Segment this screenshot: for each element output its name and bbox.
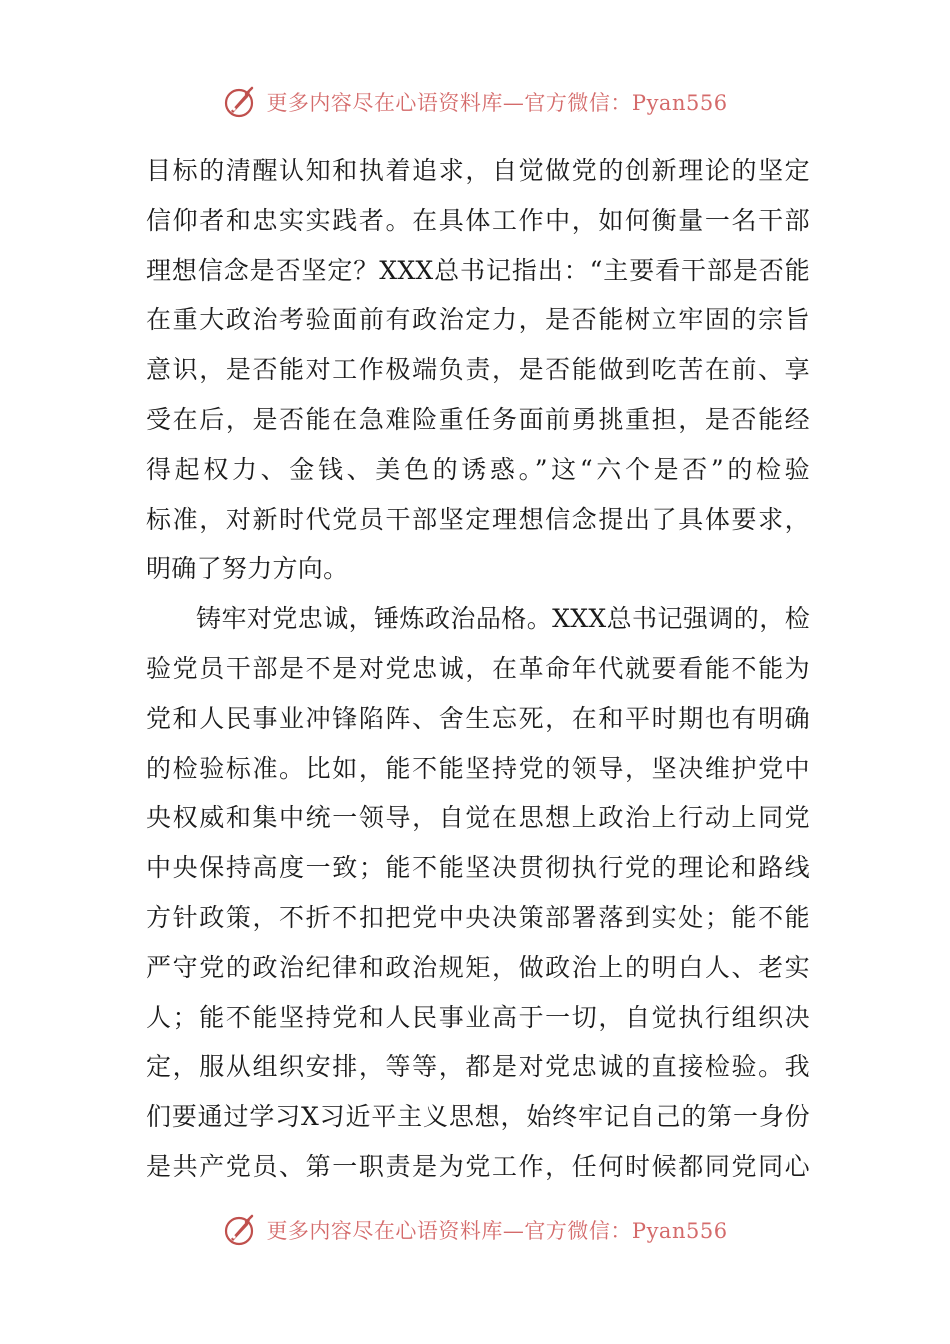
paragraph xyxy=(146,146,810,594)
text-line: 信仰者和忠实实践者。在具体工作中，如何衡量一名干部 xyxy=(146,205,810,235)
text-line: 受在后，是否能在急难险重任务面前勇挑重担，是否能经 xyxy=(146,404,810,434)
fountain-pen-circle-icon xyxy=(222,84,258,120)
header-watermark xyxy=(0,82,950,122)
text-line: 理想信念是否坚定？XXX总书记指出：“主要看干部是否能 xyxy=(146,255,810,285)
text-line: 定，服从组织安排，等等，都是对党忠诚的直接检验。我 xyxy=(146,1052,810,1082)
text-line: 验党员干部是不是对党忠诚，在革命年代就要看能不能为 xyxy=(146,653,810,683)
watermark-text: 更多内容尽在心语资料库—官方微信：Pyan556 xyxy=(266,1219,728,1243)
watermark-text: 更多内容尽在心语资料库—官方微信：Pyan556 xyxy=(266,91,728,115)
text-line: 铸牢对党忠诚，锤炼政治品格。XXX总书记强调的，检 xyxy=(196,604,810,634)
footer-watermark xyxy=(0,1210,950,1250)
paragraph xyxy=(146,594,810,1192)
text-line: 央权威和集中统一领导，自觉在思想上政治上行动上同党 xyxy=(146,803,810,833)
text-line: 标准，对新时代党员干部坚定理想信念提出了具体要求， xyxy=(146,504,810,534)
fountain-pen-circle-icon xyxy=(222,1212,258,1248)
text-line: 严守党的政治纪律和政治规矩，做政治上的明白人、老实 xyxy=(146,952,810,982)
text-line: 人；能不能坚持党和人民事业高于一切，自觉执行组织决 xyxy=(146,1002,810,1032)
text-line: 党和人民事业冲锋陷阵、舍生忘死，在和平时期也有明确 xyxy=(146,703,810,733)
text-line: 是共产党员、第一职责是为党工作，任何时候都同党同心 xyxy=(146,1151,810,1181)
text-line: 意识，是否能对工作极端负责，是否能做到吃苦在前、享 xyxy=(146,355,810,385)
document-body xyxy=(146,146,810,1192)
text-line: 明确了努力方向。 xyxy=(146,554,349,584)
text-line: 的检验标准。比如，能不能坚持党的领导，坚决维护党中 xyxy=(146,753,810,783)
text-line: 们要通过学习X习近平主义思想，始终牢记自己的第一身份 xyxy=(146,1102,810,1132)
text-line: 得起权力、金钱、美色的诱惑。”这“六个是否”的检验 xyxy=(146,454,810,484)
text-line: 在重大政治考验面前有政治定力，是否能树立牢固的宗旨 xyxy=(146,305,810,335)
text-line: 目标的清醒认知和执着追求，自觉做党的创新理论的坚定 xyxy=(146,156,810,185)
text-line: 方针政策，不折不扣把党中央决策部署落到实处；能不能 xyxy=(146,902,810,932)
text-line: 中央保持高度一致；能不能坚决贯彻执行党的理论和路线 xyxy=(146,853,810,883)
